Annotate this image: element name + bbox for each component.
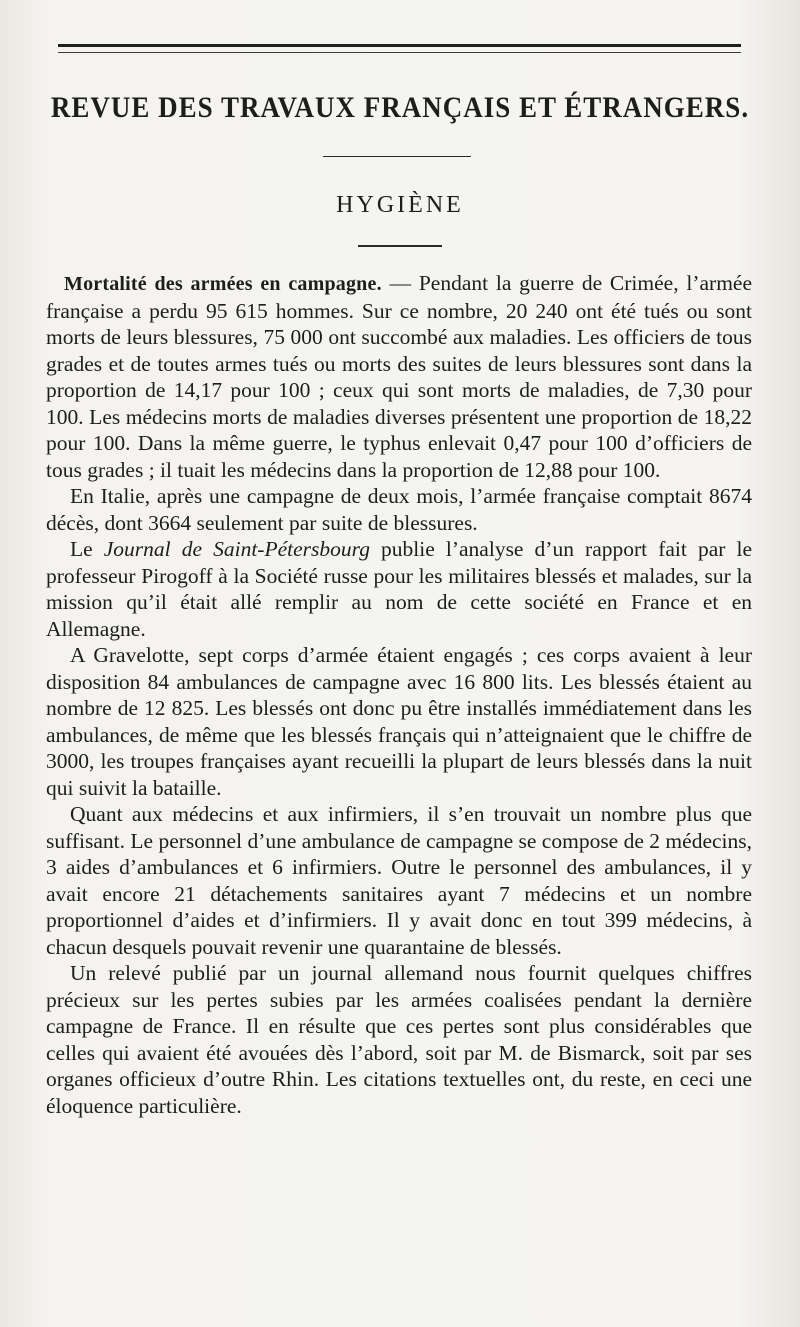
article-lead-title: Mortalité des armées en campagne. [64,273,382,295]
paragraph-6: Un relevé publié par un journal allemand nous fournit quelques chiffres précieux sur les pertes subies par les armées coalisées pendant la dernière campagne de France. Il en résulte que ces pertes sont plus considérables que celles qui avaient été avouées dès l’abord, soit par M. de Bismarck, soit par ses organes officieux d’outre Rhin. Les citations textuelles ont, du reste, en ceci une éloquence particulière. [46,961,752,1118]
paragraph-2: En Italie, après une campagne de deux mois, l’armée française comptait 8674 décès, dont 3664 seulement par suite de blessures. [46,484,752,535]
paragraph-4: A Gravelotte, sept corps d’armée étaient engagés ; ces corps avaient à leur disposition 84 ambulances de campagne avec 16 800 lits. Les blessés étaient au nombre de 12 825. Les blessés ont donc pu être installés immédiatement dans les ambulances, de même que les blessés français qui n’atteignaient que le chiffre de 3000, les troupes françaises ayant recueilli la plupart de leurs blessés dans la nuit qui suivit la bataille. [46,643,752,800]
section-title: HYGIÈNE [336,192,464,218]
header-rule-thick [58,44,741,47]
section-divider-rule [358,245,442,247]
paragraph-3 [46,536,752,642]
paragraph-5: Quant aux médecins et aux infirmiers, il s’en trouvait un nombre plus que suffisant. Le personnel d’une ambulance de campagne se compose de 2 médecins, 3 aides d’ambulances et 6 infirmiers. Outre le personnel des ambulances, il y avait encore 21 détachements sanitaires ayant 7 médecins et un nombre proportionnel d’aides et d’infirmiers. Il y avait donc en tout 399 médecins, à chacun desquels pouvait revenir une quarantaine de blessés. [46,802,752,959]
revue-title: REVUE DES TRAVAUX FRANÇAIS ET ÉTRANGERS. [50,90,750,124]
paragraph-3-before: Le [70,537,104,561]
paragraph-3-after: publie l’analyse d’un rapport fait par le professeur Pirogoff à la Société russe pour les militaires blessés et malades, sur la mission qu’il était allé remplir au nom de cette société en France et en Allemagne. [46,537,752,641]
paragraph-1-text: — Pendant la guerre de Crimée, l’armée française a perdu 95 615 hommes. Sur ce nombre, 20 240 ont été tués ou sont morts de leurs blessures, 75 000 ont succombé aux maladies. Les officiers de tous grades et de toutes armes tués ou morts des suites de leurs blessures sont dans la proportion de 14,17 pour 100 ; ceux qui sont morts de maladies, de 7,30 pour 100. Les médecins morts de maladies diverses présentent une proportion de 18,22 pour 100. Dans la même guerre, le typhus enlevait 0,47 pour 100 d’officiers de tous grades ; il tuait les médecins dans la proportion de 12,88 pour 100. [46,271,753,482]
article-body [46,270,752,1119]
title-divider-rule [323,156,471,157]
journal-title: Journal de Saint-Pétersbourg [103,537,370,561]
header-rule-thin [58,52,741,53]
paragraph-1 [46,270,752,483]
